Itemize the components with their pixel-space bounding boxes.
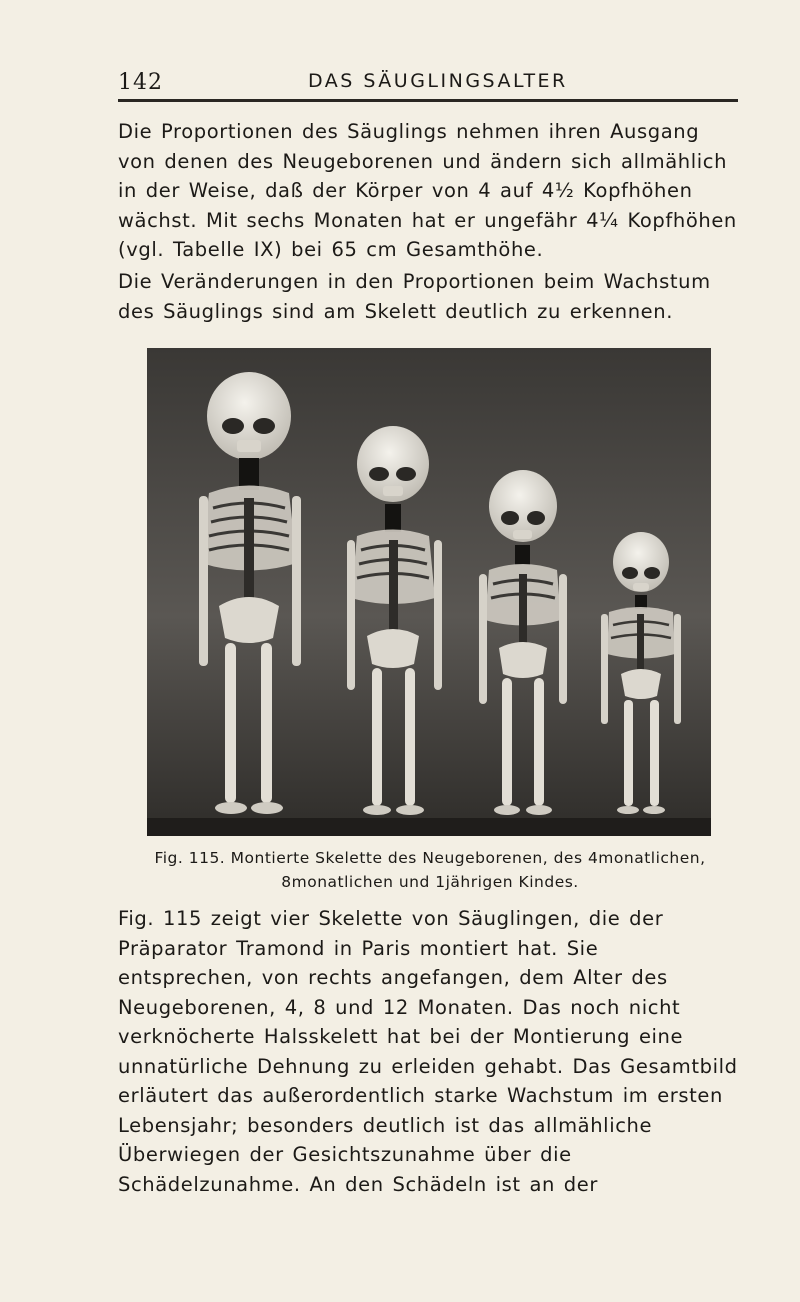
paragraph-skeleton-changes: Die Veränderungen in den Proportionen beim Wachstum des Säuglings sind am Skelett deutlich zu erkennen.: [118, 270, 711, 323]
running-head: DAS SÄUGLINGSALTER: [308, 70, 568, 92]
paragraph-proportions: Die Proportionen des Säuglings nehmen ihren Ausgang von denen des Neugeborenen und ändern sich allmählich in der Weise, daß der Körper von 4 auf 4½ Kopfhöhen wächst. Mit sechs Monaten hat er ungefähr 4¼ Kopfhöhen (vgl. Tabelle IX) bei 65 cm Gesamthöhe.: [118, 120, 737, 261]
figure-caption: Fig. 115. Montierte Skelette des Neugeborenen, des 4monatlichen, 8monatlichen und 1jährigen Kindes.: [154, 849, 706, 891]
skeleton-photograph: [147, 348, 711, 836]
paragraph-figure-description: Fig. 115 zeigt vier Skelette von Säuglingen, die der Präparator Tramond in Paris montiert hat. Sie entsprechen, von rechts angefangen, dem Alter des Neugeborenen, 4, 8 und 12 Monaten. Das noch nicht verknöcherte Halsskelett hat bei der Montierung eine unnatürliche Dehnung zu erleiden gehabt. Das Gesamtbild erläutert das außerordentlich starke Wachstum im ersten Lebensjahr; besonders deutlich ist das allmähliche Überwiegen der Gesichtszunahme über die Schädelzunahme. An den Schädeln ist an der: [118, 907, 738, 1196]
header-rule: [118, 99, 738, 102]
page-header: [118, 64, 738, 94]
page-number: 142: [118, 70, 163, 95]
figure-skeleton-photo: [147, 348, 711, 836]
